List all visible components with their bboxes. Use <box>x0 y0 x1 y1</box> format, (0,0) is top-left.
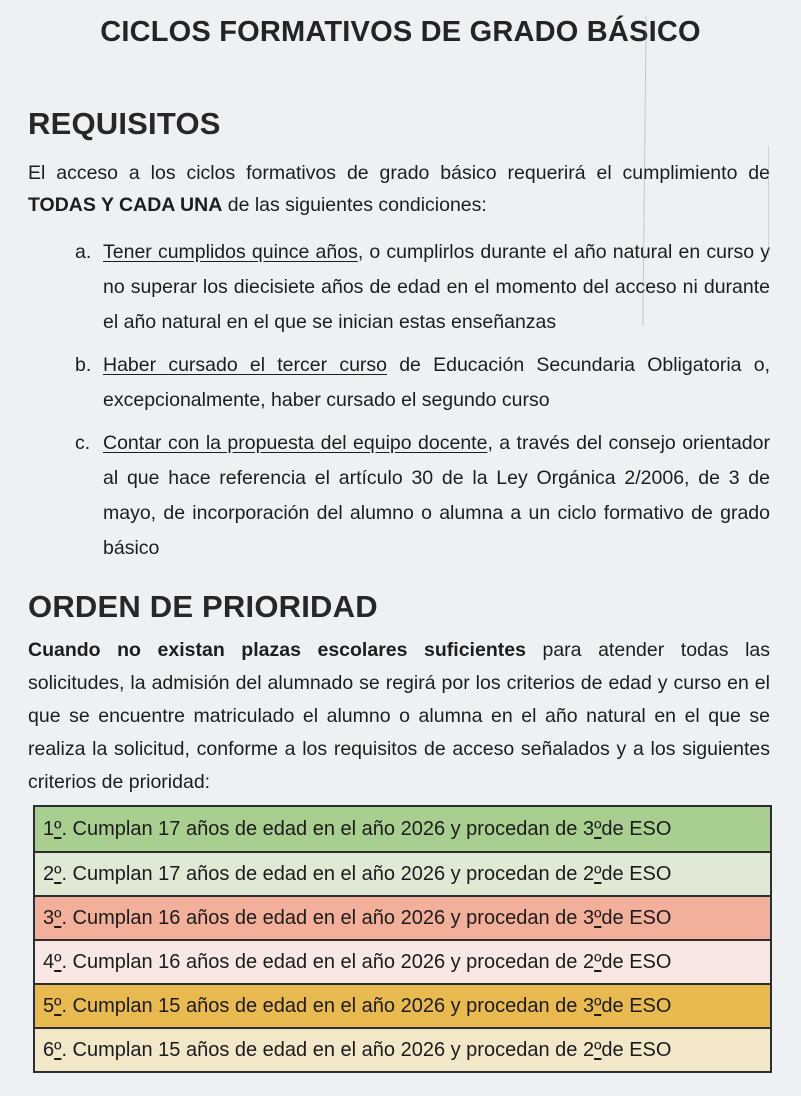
list-item-c <box>75 426 770 566</box>
list-item-rest: , a través del consejo orientador al que hace referencia el artículo 30 de la Ley Orgánica 2/2006, de 3 de mayo, de incorporación del alumno o alumna a un ciclo formativo de grado básico <box>103 432 770 559</box>
priority-row-1: 1 º . Cumplan 17 años de edad en el año 2026 y procedan de 3 º de ESO <box>35 807 770 851</box>
orden-heading: ORDEN DE PRIORIDAD <box>28 589 378 624</box>
priority-row-2: 2 º . Cumplan 17 años de edad en el año 2026 y procedan de 2 º de ESO <box>35 851 770 895</box>
priority-row-6: 6 º . Cumplan 15 años de edad en el año 2026 y procedan de 2 º de ESO <box>35 1027 770 1071</box>
orden-intro-paragraph <box>28 634 770 799</box>
list-item-text <box>103 235 770 340</box>
requisitos-intro-pre: El acceso a los ciclos formativos de grado básico requerirá el cumplimiento de <box>28 162 770 184</box>
requisitos-heading: REQUISITOS <box>28 106 221 141</box>
requisitos-intro-bold: TODAS Y CADA UNA <box>28 194 223 216</box>
requisitos-intro-paragraph <box>28 157 770 221</box>
list-item-rest: , o cumplirlos durante el año natural en curso y no superar los diecisiete años de edad en el momento del acceso ni durante el año natural en el que se inician estas enseñanzas <box>103 241 770 333</box>
priority-table <box>33 805 772 1073</box>
requisitos-intro-post: de las siguientes condiciones: <box>222 194 487 216</box>
requisitos-list <box>75 235 770 566</box>
orden-intro-bold: Cuando no existan plazas escolares suficientes <box>28 639 526 661</box>
list-item-b <box>75 348 770 418</box>
list-item-text <box>103 348 770 418</box>
priority-row-3: 3 º . Cumplan 16 años de edad en el año 2026 y procedan de 3 º de ESO <box>35 895 770 939</box>
document-title: CICLOS FORMATIVOS DE GRADO BÁSICO <box>100 16 701 48</box>
list-item-a <box>75 235 770 340</box>
list-item-text <box>103 426 770 566</box>
list-item-label: b. <box>75 354 92 376</box>
list-item-rest: de Educación Secundaria Obligatoria o, excepcionalmente, haber cursado el segundo curso <box>103 354 770 411</box>
priority-row-4: 4 º . Cumplan 16 años de edad en el año 2026 y procedan de 2 º de ESO <box>35 939 770 983</box>
list-item-underlined: Contar con la propuesta del equipo docente <box>103 432 488 454</box>
list-item-underlined: Haber cursado el tercer curso <box>103 354 387 376</box>
scanned-document-page <box>0 16 801 1096</box>
list-item-label: a. <box>75 241 92 263</box>
priority-row-5: 5 º . Cumplan 15 años de edad en el año 2026 y procedan de 3 º de ESO <box>35 983 770 1027</box>
list-item-underlined: Tener cumplidos quince años <box>103 241 358 263</box>
scan-fold-line <box>768 146 769 256</box>
list-item-label: c. <box>75 432 91 454</box>
orden-intro-post: para atender todas las solicitudes, la admisión del alumnado se regirá por los criterios de edad y curso en el que se encuentre matriculado el alumno o alumna en el año natural en el que se realiza la solicitud, conforme a los requisitos de acceso señalados y a los siguientes criterios de prioridad: <box>28 639 770 793</box>
